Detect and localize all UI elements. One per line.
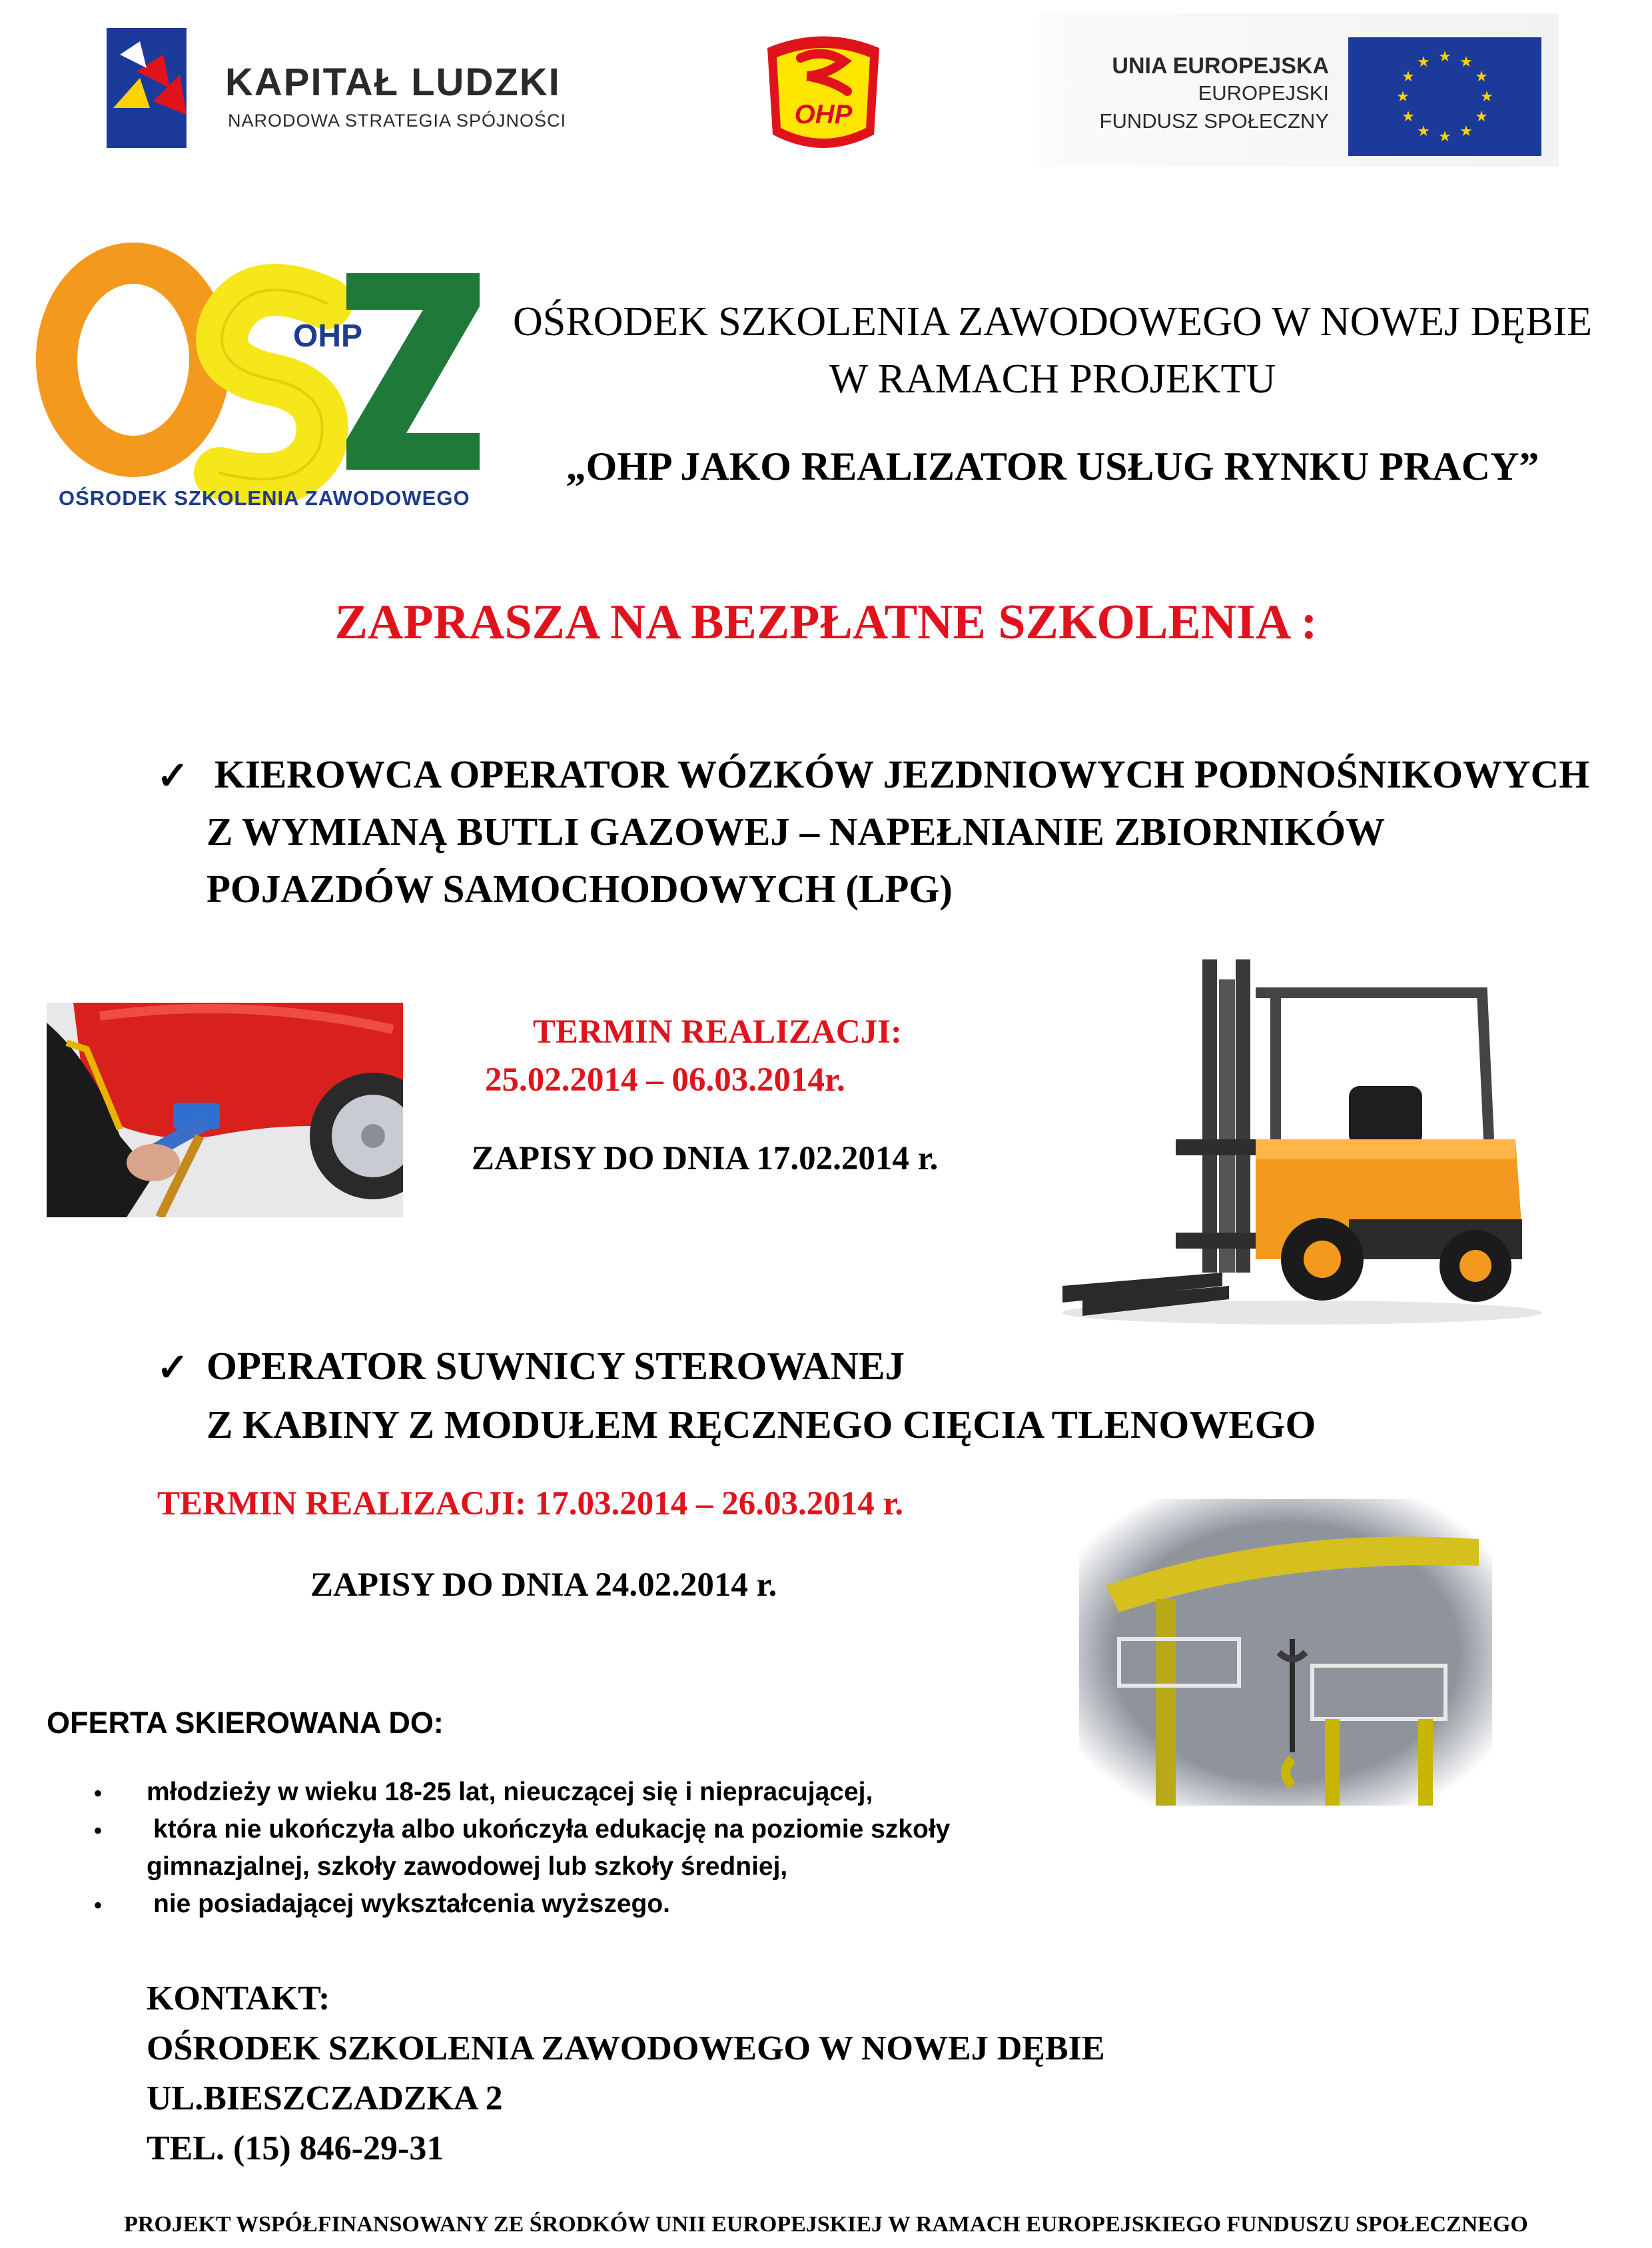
ohp-badge-text: OHP [794, 100, 853, 129]
svg-text:★: ★ [1417, 123, 1430, 140]
eu-flag-icon [1348, 37, 1541, 156]
osz-logo-caption: OŚRODEK SZKOLENIA ZAWODOWEGO [59, 486, 470, 510]
invite-heading: ZAPRASZA NA BEZPŁATNE SZKOLENIA : [334, 595, 1318, 650]
offer-bullet3: nie posiadającej wykształcenia wyższego. [153, 1890, 671, 1918]
title-line2: W RAMACH PROJEKTU [829, 356, 1276, 402]
course1-line3: POJAZDÓW SAMOCHODOWYCH (LPG) [206, 867, 953, 911]
svg-text:★: ★ [1402, 69, 1415, 85]
osz-logo-icon [33, 240, 486, 526]
course1-line2: Z WYMIANĄ BUTLI GAZOWEJ – NAPEŁNIANIE ZBIORNIKÓW [206, 810, 1386, 853]
offer-bullet1: młodzieży w wieku 18-25 lat, nieuczącej się i niepracującej, [147, 1778, 873, 1806]
bullet-icon: • [93, 1816, 103, 1846]
kapital-ludzki-title: KAPITAŁ LUDZKI [225, 61, 561, 104]
contact-street: UL.BIESZCZADZKA 2 [147, 2079, 503, 2117]
course2-signup: ZAPISY DO DNIA 24.02.2014 r. [310, 1566, 777, 1604]
course2-line2: Z KABINY Z MODUŁEM RĘCZNEGO CIĘCIA TLENOWEGO [206, 1403, 1316, 1446]
course2-line1: OPERATOR SUWNICY STEROWANEJ [206, 1344, 905, 1388]
eu-line3: FUNDUSZ SPOŁECZNY [1099, 109, 1329, 133]
svg-text:★: ★ [1459, 54, 1473, 71]
contact-name: OŚRODEK SZKOLENIA ZAWODOWEGO W NOWEJ DĘBIE [147, 2029, 1105, 2067]
eu-line1: UNIA EUROPEJSKA [1112, 53, 1329, 79]
course2-term: TERMIN REALIZACJI: 17.03.2014 – 26.03.2014 r. [157, 1485, 904, 1522]
kapital-ludzki-subtitle: NARODOWA STRATEGIA SPÓJNOŚCI [228, 111, 567, 131]
offer-bullet2-cont: gimnazjalnej, szkoły zawodowej lub szkoły średniej, [147, 1852, 788, 1881]
project-name: „OHP JAKO REALIZATOR USŁUG RYNKU PRACY” [566, 444, 1539, 488]
course1-signup: ZAPISY DO DNIA 17.02.2014 r. [472, 1140, 939, 1177]
bullet-icon: • [93, 1778, 103, 1808]
ohp-badge-icon [754, 28, 893, 159]
svg-text:★: ★ [1475, 109, 1488, 125]
svg-text:★: ★ [1480, 89, 1493, 105]
checkmark-icon: ✓ [157, 754, 189, 798]
svg-text:★: ★ [1396, 89, 1410, 105]
checkmark-icon: ✓ [157, 1346, 189, 1389]
contact-label: KONTAKT: [147, 1979, 330, 2017]
course1-term-dates: 25.02.2014 – 06.03.2014r. [485, 1061, 845, 1099]
course1-term-label: TERMIN REALIZACJI: [533, 1013, 902, 1051]
contact-phone: TEL. (15) 846-29-31 [147, 2129, 444, 2167]
svg-text:★: ★ [1438, 49, 1451, 65]
bullet-icon: • [93, 1890, 103, 1920]
offer-title: OFERTA SKIEROWANA DO: [47, 1706, 444, 1740]
course1-line1: KIEROWCA OPERATOR WÓZKÓW JEZDNIOWYCH PODNOŚNIKOWYCH [214, 752, 1590, 796]
forklift-photo-icon [1056, 939, 1549, 1333]
svg-text:★: ★ [1417, 54, 1430, 71]
svg-text:OHP: OHP [293, 318, 363, 354]
footer-note: PROJEKT WSPÓŁFINANSOWANY ZE ŚRODKÓW UNII EUROPEJSKIEJ W RAMACH EUROPEJSKIEGO FUNDUSZU SPOŁECZNEGO [124, 2212, 1528, 2237]
svg-text:★: ★ [1402, 109, 1415, 125]
eu-line2: EUROPEJSKI [1198, 81, 1329, 105]
lpg-refuel-photo-icon [47, 1003, 403, 1217]
crane-photo-icon [1079, 1499, 1492, 1806]
svg-text:★: ★ [1438, 129, 1451, 145]
title-line1: OŚRODEK SZKOLENIA ZAWODOWEGO W NOWEJ DĘBIE [512, 299, 1593, 344]
svg-text:★: ★ [1475, 69, 1488, 85]
offer-bullet2: która nie ukończyła albo ukończyła edukację na poziomie szkoły [153, 1815, 951, 1844]
svg-text:★: ★ [1459, 123, 1473, 140]
